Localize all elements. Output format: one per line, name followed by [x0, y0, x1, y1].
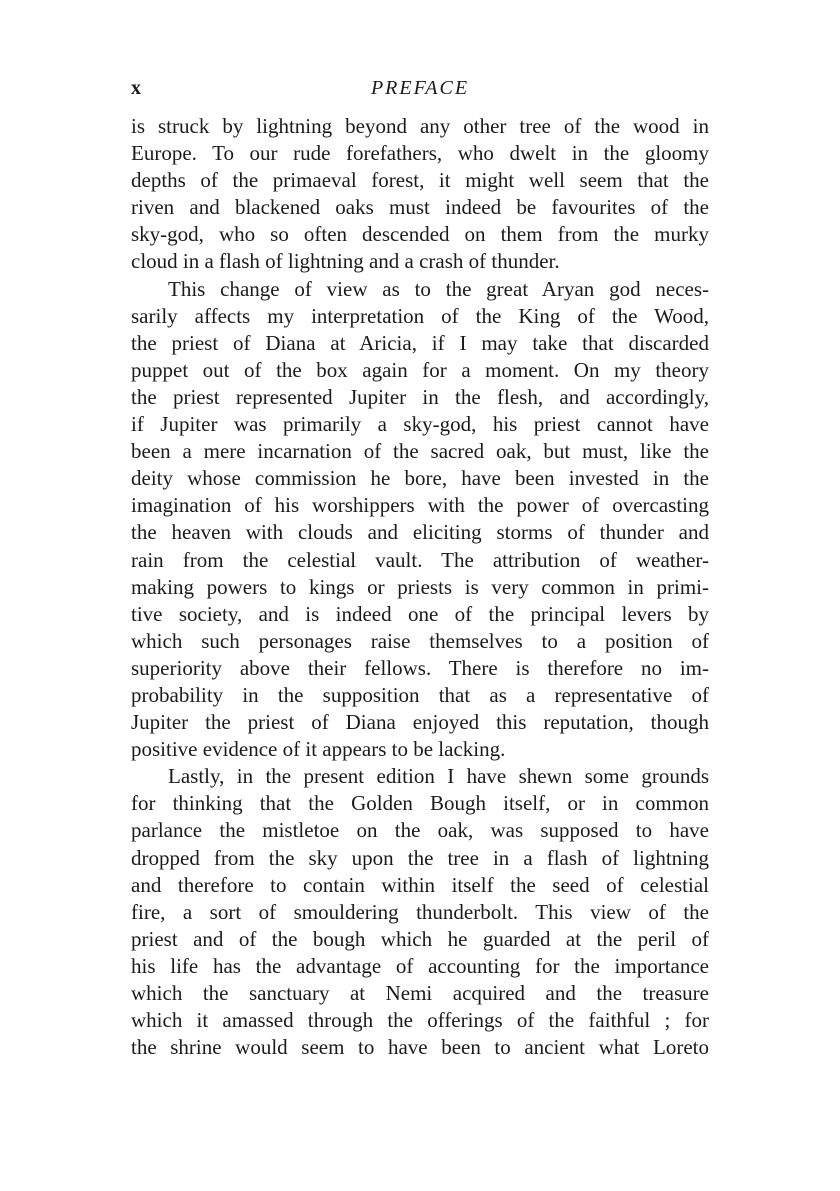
- text-line: probability in the supposition that as a representative of: [131, 682, 709, 707]
- text-line: which the sanctuary at Nemi acquired and the treasure: [131, 981, 709, 1005]
- text-line: the shrine would seem to have been to ancient what Loreto: [131, 1035, 709, 1060]
- text-line: This change of view as to the great Aryan god neces-: [168, 276, 709, 301]
- text-line: Europe. To our rude forefathers, who dwelt in the gloomy: [131, 141, 709, 166]
- text-line: deity whose commission he bore, have been invested in the: [131, 466, 709, 491]
- text-line: the priest represented Jupiter in the flesh, and accordingly,: [131, 384, 709, 409]
- text-line: and therefore to contain within itself the seed of celestial: [131, 872, 709, 897]
- body-text: [131, 113, 709, 1061]
- text-line: for thinking that the Golden Bough itself, or in common: [131, 791, 709, 816]
- text-line: puppet out of the box again for a moment. On my theory: [131, 357, 709, 382]
- text-line: superiority above their fellows. There is therefore no im-: [131, 655, 709, 680]
- text-line: priest and of the bough which he guarded at the peril of: [131, 926, 709, 951]
- page-header: [131, 73, 709, 103]
- text-line: making powers to kings or priests is very common in primi-: [131, 574, 709, 599]
- text-line: rain from the celestial vault. The attribution of weather-: [131, 547, 709, 572]
- text-line: depths of the primaeval forest, it might well seem that the: [131, 168, 709, 193]
- text-line: which it amassed through the offerings of the faithful ; for: [131, 1008, 709, 1033]
- running-head: PREFACE: [370, 77, 470, 99]
- text-line: parlance the mistletoe on the oak, was supposed to have: [131, 818, 709, 843]
- text-line: sarily affects my interpretation of the King of the Wood,: [131, 303, 709, 328]
- text-line: Jupiter the priest of Diana enjoyed this reputation, though: [131, 710, 709, 735]
- text-line: riven and blackened oaks must indeed be favourites of the: [131, 195, 709, 220]
- text-line: is struck by lightning beyond any other tree of the wood in: [131, 114, 709, 138]
- text-line: imagination of his worshippers with the power of overcasting: [131, 493, 709, 518]
- text-line: the heaven with clouds and eliciting storms of thunder and: [131, 520, 709, 545]
- text-line: dropped from the sky upon the tree in a flash of lightning: [131, 845, 709, 870]
- text-line: Lastly, in the present edition I have shewn some grounds: [168, 764, 709, 789]
- text-line: positive evidence of it appears to be lacking.: [131, 737, 506, 762]
- text-line: fire, a sort of smouldering thunderbolt. This view of the: [131, 899, 709, 924]
- text-line: the priest of Diana at Aricia, if I may take that discarded: [131, 330, 709, 355]
- text-line: cloud in a flash of lightning and a crash of thunder.: [131, 249, 560, 274]
- text-line: tive society, and is indeed one of the principal levers by: [131, 601, 709, 626]
- text-line: been a mere incarnation of the sacred oak, but must, like the: [131, 439, 709, 464]
- text-line: if Jupiter was primarily a sky-god, his priest cannot have: [131, 412, 709, 437]
- text-line: sky-god, who so often descended on them from the murky: [131, 222, 709, 247]
- page-number: x: [131, 77, 141, 99]
- text-line: which such personages raise themselves to a position of: [131, 628, 709, 653]
- text-line: his life has the advantage of accounting for the importance: [131, 953, 709, 978]
